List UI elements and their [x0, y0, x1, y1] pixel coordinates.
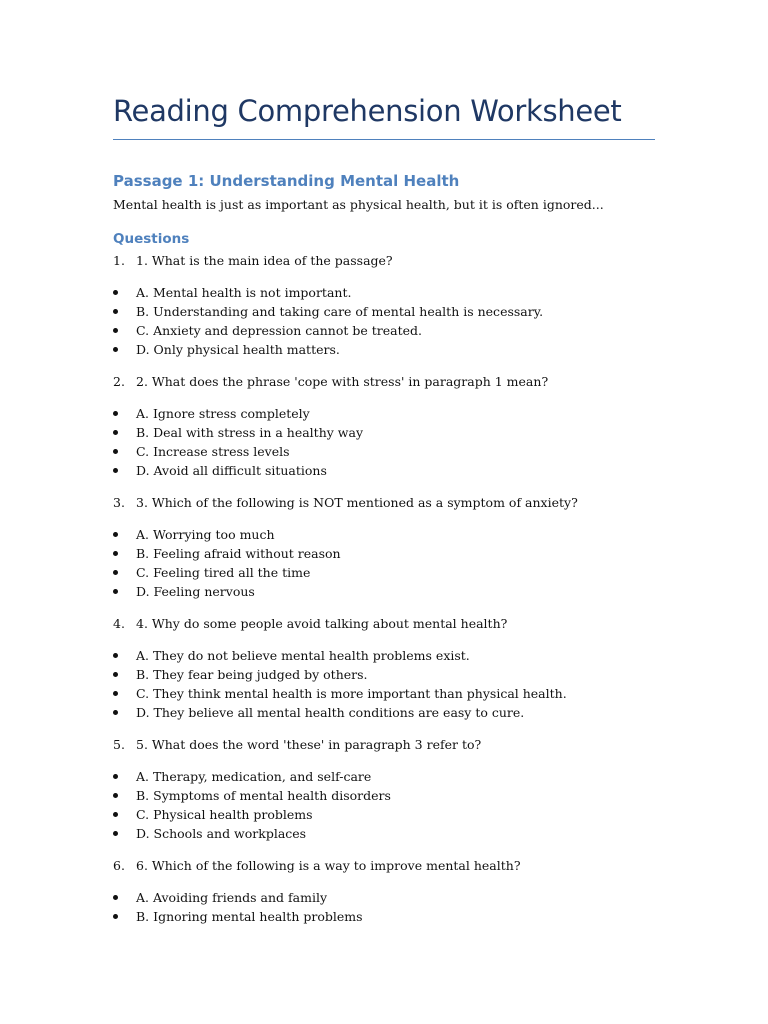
question-text: 2. What does the phrase 'cope with stress' in paragraph 1 mean? [136, 374, 549, 389]
answer-option-text: D. They believe all mental health conditions are easy to cure. [136, 705, 525, 720]
answer-option-text: A. Ignore stress completely [136, 406, 310, 421]
question-block [113, 253, 655, 361]
answer-option-text: C. Anxiety and depression cannot be treated. [136, 323, 422, 338]
answer-option [113, 444, 655, 463]
answer-option [113, 546, 655, 565]
passage-heading: Passage 1: Understanding Mental Health [113, 172, 460, 190]
bullet-icon [113, 570, 118, 575]
answer-option-text: B. Ignoring mental health problems [136, 909, 363, 924]
bullet-icon [113, 532, 118, 537]
question-line [113, 374, 655, 393]
answer-option-text: C. They think mental health is more important than physical health. [136, 686, 567, 701]
bullet-icon [113, 309, 118, 314]
answer-option-text: A. They do not believe mental health problems exist. [136, 648, 470, 663]
answer-option-text: A. Worrying too much [136, 527, 275, 542]
answer-option-text: B. Symptoms of mental health disorders [136, 788, 391, 803]
bullet-icon [113, 347, 118, 352]
answer-option [113, 826, 655, 845]
question-number: 6. [113, 858, 125, 873]
question-block [113, 737, 655, 845]
answer-option [113, 584, 655, 603]
answer-option-text: B. Deal with stress in a healthy way [136, 425, 364, 440]
bullet-icon [113, 895, 118, 900]
question-number: 3. [113, 495, 125, 510]
answer-option [113, 769, 655, 788]
questions-heading: Questions [113, 231, 190, 247]
bullet-icon [113, 710, 118, 715]
answer-option-text: D. Only physical health matters. [136, 342, 340, 357]
answer-option-text: D. Avoid all difficult situations [136, 463, 327, 478]
bullet-icon [113, 328, 118, 333]
bullet-icon [113, 691, 118, 696]
question-text: 3. Which of the following is NOT mentioned as a symptom of anxiety? [136, 495, 578, 510]
answer-option [113, 527, 655, 546]
answer-option [113, 909, 655, 928]
answer-option-text: B. They fear being judged by others. [136, 667, 368, 682]
answer-option-text: B. Understanding and taking care of mental health is necessary. [136, 304, 544, 319]
bullet-icon [113, 430, 118, 435]
answer-option-text: B. Feeling afraid without reason [136, 546, 341, 561]
answer-option [113, 304, 655, 323]
answer-option [113, 425, 655, 444]
question-block [113, 495, 655, 603]
answer-option [113, 788, 655, 807]
answer-option-text: A. Therapy, medication, and self-care [136, 769, 372, 784]
bullet-icon [113, 812, 118, 817]
answer-option [113, 463, 655, 482]
question-text: 1. What is the main idea of the passage? [136, 253, 393, 268]
question-block [113, 858, 655, 928]
answer-option-text: D. Schools and workplaces [136, 826, 307, 841]
bullet-icon [113, 411, 118, 416]
bullet-icon [113, 774, 118, 779]
answer-option [113, 667, 655, 686]
answer-option [113, 323, 655, 342]
answer-option [113, 807, 655, 826]
answer-option [113, 285, 655, 304]
answer-option-text: D. Feeling nervous [136, 584, 255, 599]
title-divider [113, 139, 655, 140]
bullet-icon [113, 468, 118, 473]
question-line [113, 616, 655, 635]
question-number: 4. [113, 616, 125, 631]
answer-option [113, 890, 655, 909]
question-number: 2. [113, 374, 125, 389]
passage-text: Mental health is just as important as physical health, but it is often ignored... [113, 197, 604, 212]
question-line [113, 737, 655, 756]
answer-option [113, 406, 655, 425]
answer-option-text: A. Mental health is not important. [136, 285, 352, 300]
bullet-icon [113, 793, 118, 798]
answer-option-text: C. Feeling tired all the time [136, 565, 311, 580]
document-title: Reading Comprehension Worksheet [113, 94, 622, 128]
question-line [113, 495, 655, 514]
answer-option [113, 686, 655, 705]
question-block [113, 616, 655, 724]
bullet-icon [113, 551, 118, 556]
bullet-icon [113, 831, 118, 836]
question-text: 6. Which of the following is a way to improve mental health? [136, 858, 521, 873]
bullet-icon [113, 449, 118, 454]
bullet-icon [113, 914, 118, 919]
question-line [113, 858, 655, 877]
answer-option [113, 648, 655, 667]
question-line [113, 253, 655, 272]
bullet-icon [113, 589, 118, 594]
question-text: 5. What does the word 'these' in paragraph 3 refer to? [136, 737, 482, 752]
question-number: 5. [113, 737, 125, 752]
answer-option-text: C. Physical health problems [136, 807, 313, 822]
answer-option-text: A. Avoiding friends and family [136, 890, 328, 905]
bullet-icon [113, 653, 118, 658]
bullet-icon [113, 672, 118, 677]
question-text: 4. Why do some people avoid talking about mental health? [136, 616, 508, 631]
answer-option-text: C. Increase stress levels [136, 444, 290, 459]
bullet-icon [113, 290, 118, 295]
question-number: 1. [113, 253, 125, 268]
question-block [113, 374, 655, 482]
questions-list [113, 253, 655, 941]
answer-option [113, 342, 655, 361]
answer-option [113, 565, 655, 584]
answer-option [113, 705, 655, 724]
